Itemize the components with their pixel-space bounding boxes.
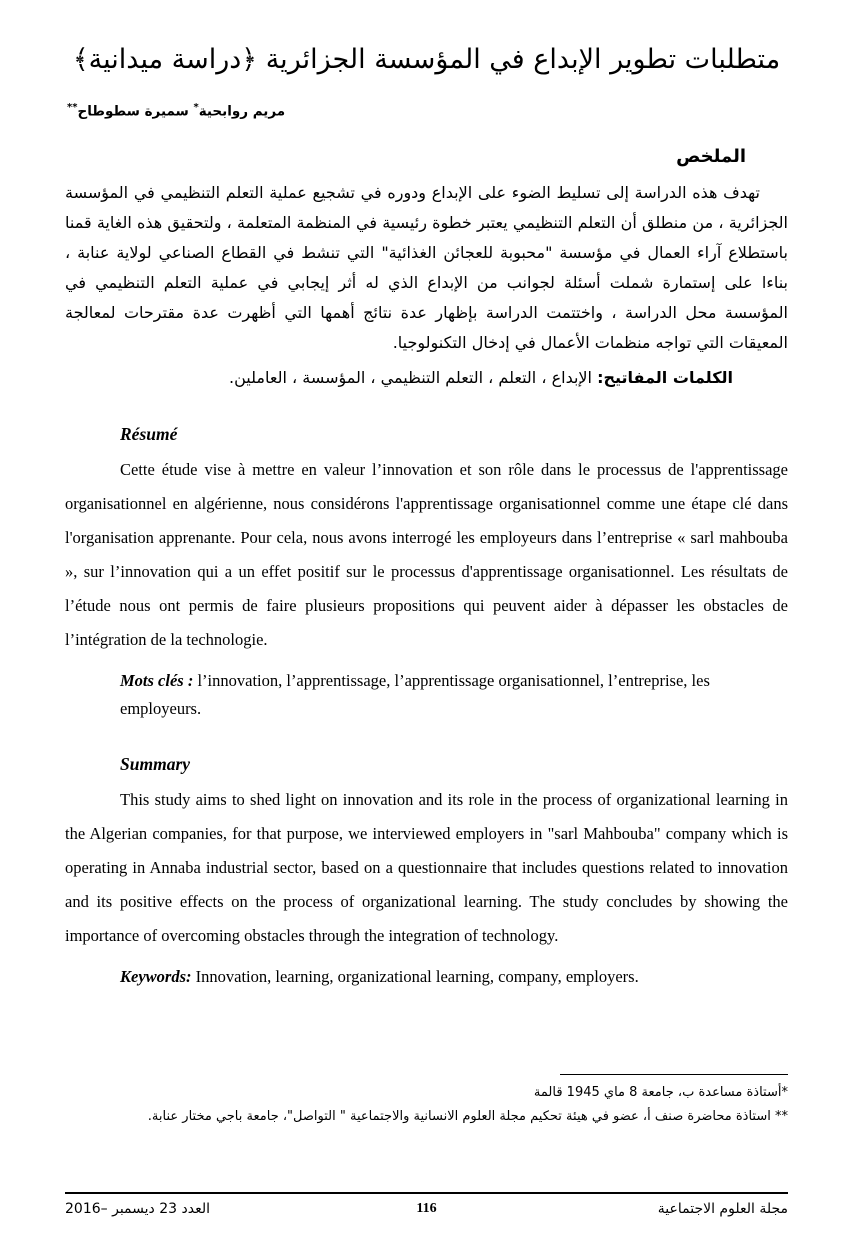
footnote-second-author: ** استاذة محاضرة صنف أ، عضو في هيئة تحكيم مجلة العلوم الانسانية والاجتماعية " التواصل"، جامعة باجي مختار عنابة. (147, 1109, 788, 1124)
footer-journal-name: مجلة العلوم الاجتماعية (657, 1201, 788, 1217)
footer-issue-date: العدد 23 ديسمبر –2016 (65, 1201, 210, 1217)
author-name: مريم روابحية (198, 103, 286, 120)
abstract-heading-arabic: الملخص (676, 145, 746, 167)
keywords-text-arabic: الإبداع ، التعلم ، التعلم التنظيمي ، المؤسسة ، العاملين. (229, 367, 598, 387)
summary-heading: Summary (120, 753, 191, 774)
page-title: متطلبات تطوير الإبداع في المؤسسة الجزائرية ﴿دراسة ميدانية﴾ (72, 44, 781, 75)
keywords-label-english: Keywords: (120, 966, 192, 986)
author-name: سميرة سطوطاح (77, 103, 189, 120)
keywords-text-french: l’innovation, l’apprentissage, l’apprentissage organisationnel, l’entreprise, les employeurs. (120, 670, 710, 718)
keywords-line-english (120, 963, 788, 991)
resume-paragraph: Cette étude vise à mettre en valeur l’innovation et son rôle dans le processus de l'apprentissage organisationnel en algérienne, nous considérons l'apprentissage organisationnel comme une étape clé dans l'organisation apprenante. Pour cela, nous avons interrogé les employeurs dans l’entreprise « sarl mahbouba », sur l’innovation qui a un effet positif sur le processus d'apprentissage organisationnel. Les résultats de l’étude nous ont permis de faire plusieurs propositions qui peuvent aider à dépasser les obstacles de l’intégration de la technologie. (65, 459, 788, 649)
summary-paragraph: This study aims to shed light on innovation and its role in the process of organizational learning in the Algerian companies, for that purpose, we interviewed employers in "sarl Mahbouba" company which is operating in Annaba industrial sector, based on a questionnaire that includes questions related to innovation and its positive effects on the process of organizational learning. The study concludes by showing the importance of overcoming obstacles through the integration of technology. (65, 789, 788, 945)
footnote-separator-rule (560, 1074, 788, 1075)
authors-line (65, 102, 788, 120)
keywords-line-arabic (65, 363, 788, 393)
footer-page-number: 116 (416, 1201, 437, 1216)
abstract-paragraph-arabic: تهدف هذه الدراسة إلى تسليط الضوء على الإبداع ودوره في تشجيع عملية التعلم التنظيمي في المؤسسة الجزائرية ، من منطلق أن التعلم التنظيمي يعتبر خطوة رئيسية في المنظمة المتعلمة ، ولتحقيق هذه الغاية قمنا باستطلاع آراء العمال في مؤسسة "محبوبة للعجائن الغذائية" التي تنشط في القطاع الصناعي لولاية عنابة ، بناءا على إستمارة شملت أسئلة لجوانب من الإبداع الذي له أثر إيجابي في عملية التعلم التنظيمي في المؤسسة محل الدراسة ، واختتمت الدراسة بإظهار عدة نتائج أهمها التي أظهرت عدة مقترحات لمعالجة المعيقات التي تواجه منظمات الأعمال في إدخال التكنولوجيا. (65, 182, 788, 352)
author-footnote-marker: * (193, 102, 199, 113)
author-footnote-marker: ** (67, 102, 78, 113)
footnote-first-author: *أستاذة مساعدة ب، جامعة 8 ماي 1945 قالمة (533, 1085, 788, 1100)
resume-heading: Résumé (120, 423, 178, 444)
keywords-label-french: Mots clés : (120, 670, 194, 690)
page-content (0, 38, 850, 991)
keywords-label-arabic: الكلمات المفاتيح: (597, 367, 733, 387)
footnotes-block (65, 1074, 788, 1129)
keywords-text-english: Innovation, learning, organizational learning, company, employers. (191, 966, 639, 986)
page-footer (65, 1192, 788, 1217)
keywords-line-french (120, 667, 788, 723)
